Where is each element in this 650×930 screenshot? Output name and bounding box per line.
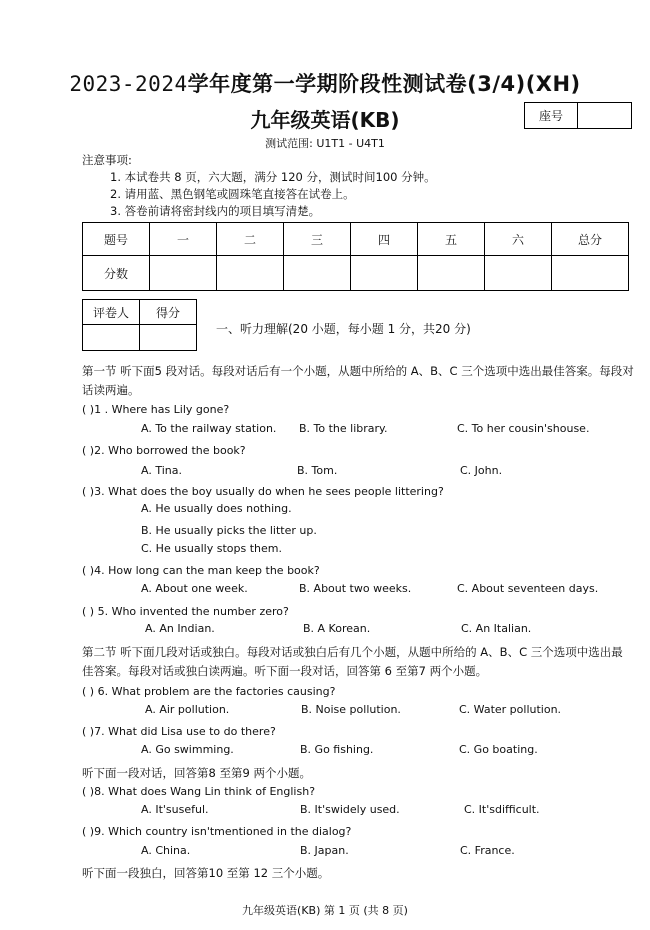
score-cell[interactable] xyxy=(552,256,629,291)
score-cell[interactable] xyxy=(351,256,418,291)
notice-item: 1. 本试卷共 8 页，六大题，满分 120 分，测试时间100 分钟。 xyxy=(110,170,436,184)
grader-table xyxy=(82,299,197,351)
question: ( )2. Who borrowed the book? xyxy=(82,444,246,457)
notice-item: 3. 答卷前请将密封线内的项目填写清楚。 xyxy=(110,204,321,218)
question: ( )3. What does the boy usually do when he sees people littering? xyxy=(82,485,444,498)
option-b: B. Japan. xyxy=(300,844,349,857)
option-c: C. France. xyxy=(460,844,515,857)
option-c: C. An Italian. xyxy=(461,622,532,635)
option-c: C. About seventeen days. xyxy=(457,582,599,595)
exam-title xyxy=(0,68,650,98)
score-table-header: 二 xyxy=(217,223,284,256)
title-year: 2023-2024 xyxy=(69,72,188,96)
option-b: B. Tom. xyxy=(297,464,338,477)
question: ( ) 6. What problem are the factories causing? xyxy=(82,685,336,698)
option-c: C. To her cousin'shouse. xyxy=(457,422,590,435)
page-footer: 九年级英语(KB) 第 1 页 (共 8 页) xyxy=(242,904,408,917)
grader-cell[interactable] xyxy=(83,325,140,351)
question: ( )4. How long can the man keep the book? xyxy=(82,564,320,577)
option-a: A. China. xyxy=(141,844,191,857)
option-c: C. It'sdifficult. xyxy=(464,803,540,816)
question: ( )1 . Where has Lily gone? xyxy=(82,403,230,416)
seat-number-box xyxy=(524,102,632,129)
grader-label: 评卷人 xyxy=(83,300,140,325)
part2-instructions: 第二节 听下面几段对话或独白。每段对话或独白后有几个小题，从题中所给的 A、B、C 三个选项中选出最佳答案。每段对话或独白读两遍。听下面一段对话，回答第 6 至第7 两个小题。 xyxy=(82,645,623,678)
score-table-header: 题号 xyxy=(83,223,150,256)
score-table-header: 一 xyxy=(150,223,217,256)
exam-subtitle: 九年级英语(KB) xyxy=(250,108,400,132)
score-cell[interactable] xyxy=(217,256,284,291)
seat-label: 座号 xyxy=(525,103,578,128)
option-b: B. Go fishing. xyxy=(300,743,374,756)
section-title: 一、听力理解(20 小题，每小题 1 分，共20 分) xyxy=(216,322,471,336)
option-a: A. Tina. xyxy=(141,464,182,477)
option-a: A. About one week. xyxy=(141,582,248,595)
score-cell[interactable] xyxy=(284,256,351,291)
score-cell[interactable] xyxy=(485,256,552,291)
score-table xyxy=(82,222,629,291)
option-a: A. It'suseful. xyxy=(141,803,209,816)
score-table-header: 六 xyxy=(485,223,552,256)
option-b: B. To the library. xyxy=(299,422,388,435)
option-c: C. He usually stops them. xyxy=(141,542,282,555)
score-table-header: 五 xyxy=(418,223,485,256)
score-row-label: 分数 xyxy=(83,256,150,291)
option-a: A. An Indian. xyxy=(145,622,215,635)
option-c: C. John. xyxy=(460,464,503,477)
part1-instructions: 第一节 听下面5 段对话。每段对话后有一个小题，从题中所给的 A、B、C 三个选项中选出最佳答案。每段对话读两遍。 xyxy=(82,364,634,397)
score-cell[interactable] xyxy=(150,256,217,291)
title-text: 学年度第一学期阶段性测试卷(3/4)(XH) xyxy=(187,72,581,96)
notice-heading: 注意事项: xyxy=(82,153,132,167)
option-b: B. About two weeks. xyxy=(299,582,412,595)
score-table-header: 三 xyxy=(284,223,351,256)
question: ( )7. What did Lisa use to do there? xyxy=(82,725,276,738)
question: ( )9. Which country isn'tmentioned in the dialog? xyxy=(82,825,352,838)
option-b: B. He usually picks the litter up. xyxy=(141,524,317,537)
option-c: C. Go boating. xyxy=(459,743,538,756)
score-table-header: 总分 xyxy=(552,223,629,256)
score-table-header: 四 xyxy=(351,223,418,256)
option-b: B. Noise pollution. xyxy=(301,703,401,716)
instruction-q8-9: 听下面一段对话，回答第8 至第9 两个小题。 xyxy=(82,766,311,780)
option-c: C. Water pollution. xyxy=(459,703,562,716)
option-b: B. A Korean. xyxy=(303,622,371,635)
score-cell[interactable] xyxy=(418,256,485,291)
option-a: A. To the railway station. xyxy=(141,422,277,435)
notice-item: 2. 请用蓝、黑色钢笔或圆珠笔直接答在试卷上。 xyxy=(110,187,355,201)
option-a: A. He usually does nothing. xyxy=(141,502,292,515)
option-a: A. Go swimming. xyxy=(141,743,234,756)
option-a: A. Air pollution. xyxy=(145,703,230,716)
score-label: 得分 xyxy=(140,300,197,325)
score-cell[interactable] xyxy=(140,325,197,351)
seat-number-field[interactable] xyxy=(578,103,631,128)
question: ( )8. What does Wang Lin think of English? xyxy=(82,785,316,798)
instruction-q10-12: 听下面一段独白，回答第10 至第 12 三个小题。 xyxy=(82,866,330,880)
test-scope: 测试范围: U1T1 - U4T1 xyxy=(265,137,385,150)
question: ( ) 5. Who invented the number zero? xyxy=(82,605,289,618)
option-b: B. It'swidely used. xyxy=(300,803,400,816)
